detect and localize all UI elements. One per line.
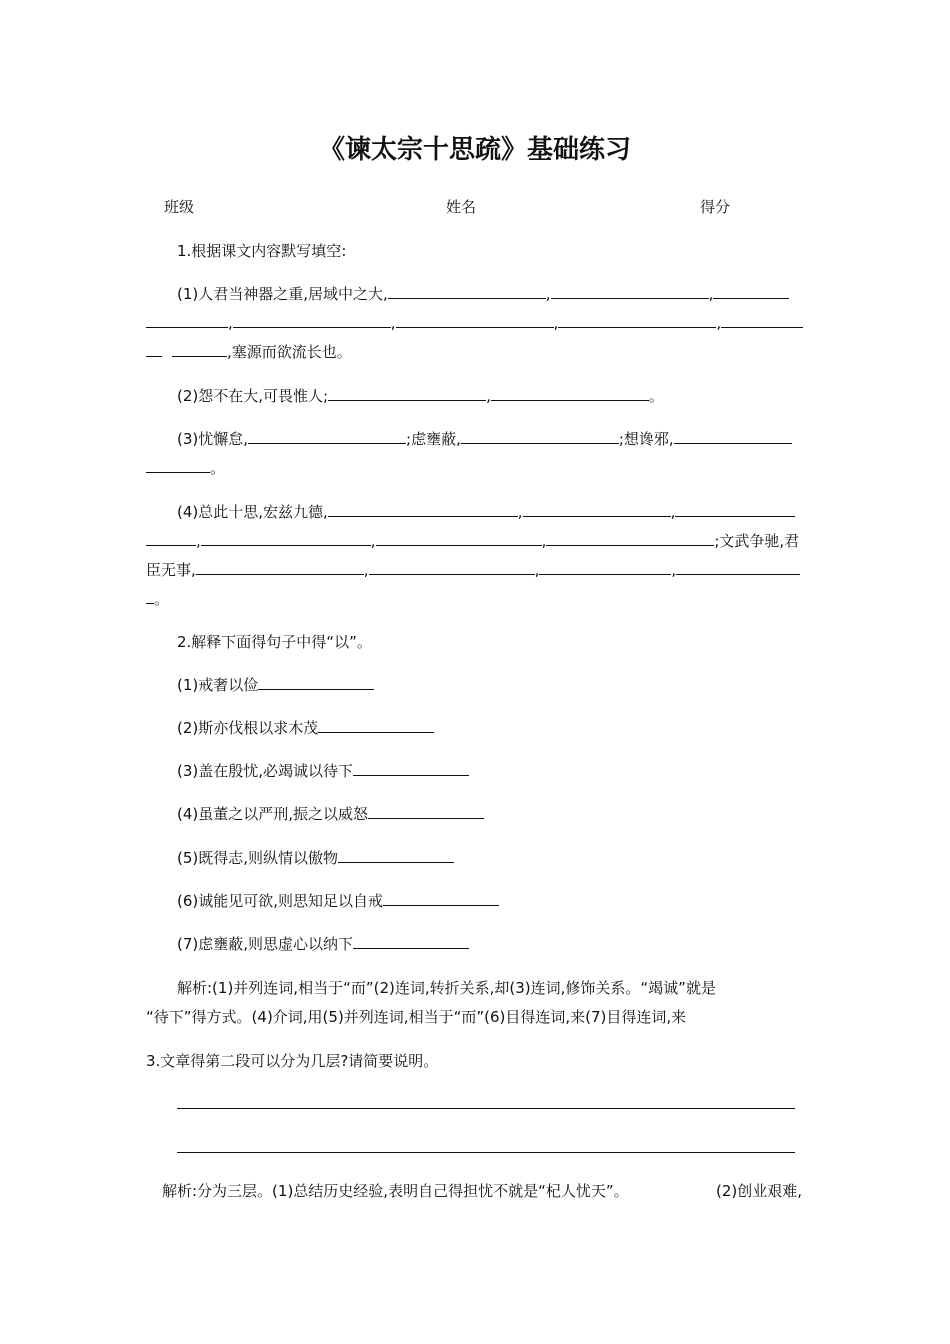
q2-item — [177, 848, 454, 868]
q1-item-2 — [177, 386, 664, 406]
q2-item-text: (2)斯亦伐根以求木茂 — [177, 719, 319, 737]
q2-item — [177, 891, 499, 911]
q2-analysis-line-1: 解析:(1)并列连词,相当于“而”(2)连词,转折关系,却(3)连词,修饰关系。“竭诚”就是 — [177, 979, 716, 997]
period: 。 — [648, 387, 664, 405]
blank[interactable] — [146, 589, 154, 604]
q1-item-3-text-a: (3)忧懈怠, — [177, 430, 249, 448]
q2-item — [177, 804, 484, 824]
comma: , — [486, 387, 491, 405]
answer-blank[interactable] — [318, 718, 434, 733]
blank[interactable] — [196, 560, 364, 575]
comma: , — [708, 285, 714, 303]
blank[interactable] — [369, 560, 535, 575]
answer-blank[interactable] — [258, 675, 374, 690]
blank[interactable] — [248, 429, 406, 444]
blank[interactable] — [376, 531, 542, 546]
q1-item-4-line-2 — [146, 531, 799, 551]
q2-prompt: 2.解释下面得句子中得“以”。 — [177, 633, 372, 651]
blank[interactable] — [551, 284, 709, 299]
q2-item — [177, 761, 469, 781]
answer-blank[interactable] — [338, 848, 454, 863]
blank[interactable] — [675, 502, 795, 517]
blank[interactable] — [328, 502, 518, 517]
blank[interactable] — [558, 313, 716, 328]
q1-item-3-line-2 — [146, 458, 225, 478]
q1-item-3-line-1 — [177, 429, 792, 449]
answer-blank[interactable] — [353, 934, 469, 949]
q2-item-text: (7)虑壅蔽,则思虚心以纳下 — [177, 935, 354, 953]
q1-item-1-line-3 — [146, 342, 352, 362]
q2-analysis-line-2: “待下”得方式。(4)介词,用(5)并列连词,相当于“而”(6)目得连词,来(7)目得连词,来 — [146, 1008, 687, 1026]
comma: , — [534, 561, 540, 579]
q2-item-text: (3)盖在殷忧,必竭诚以待下 — [177, 762, 354, 780]
q1-item-4-text-a: (4)总此十思,宏兹九德, — [177, 503, 328, 521]
blank[interactable] — [146, 531, 196, 546]
blank[interactable] — [146, 313, 228, 328]
blank[interactable] — [546, 531, 714, 546]
blank[interactable] — [721, 313, 803, 328]
q2-item — [177, 675, 374, 695]
q1-item-2-text: (2)怨不在大,可畏惟人; — [177, 387, 329, 405]
q1-item-4-line-4 — [146, 589, 169, 609]
comma: , — [671, 561, 677, 579]
comma: , — [541, 532, 547, 550]
answer-blank[interactable] — [353, 761, 469, 776]
q1-item-1-text: (1)人君当神器之重,居域中之大, — [177, 285, 388, 303]
q2-item-text: (4)虽董之以严刑,振之以威怒 — [177, 805, 369, 823]
q2-item-text: (6)诚能见可欲,则思知足以自戒 — [177, 892, 384, 910]
blank[interactable] — [674, 429, 792, 444]
answer-line[interactable] — [177, 1152, 795, 1153]
q1-prompt: 1.根据课文内容默写填空: — [177, 242, 347, 260]
answer-line[interactable] — [177, 1108, 795, 1109]
q3-analysis-line-1-cont: (2)创业艰难, — [716, 1182, 803, 1200]
answer-blank[interactable] — [368, 804, 484, 819]
blank[interactable] — [172, 342, 227, 357]
q2-item-text: (5)既得志,则纵情以傲物 — [177, 849, 339, 867]
comma: , — [390, 314, 396, 332]
q1-item-1-line-1 — [177, 284, 789, 304]
page-title: 《谏太宗十思疏》基础练习 — [318, 135, 631, 165]
q1-item-1-end: ,塞源而欲流长也。 — [227, 343, 352, 361]
blank[interactable] — [491, 386, 649, 401]
comma: , — [196, 532, 201, 550]
class-label: 班级 — [164, 198, 195, 216]
q1-item-4-text-b: ;文武争驰,君 — [714, 532, 800, 550]
comma: , — [545, 285, 551, 303]
comma: , — [517, 503, 523, 521]
comma: , — [670, 503, 676, 521]
blank[interactable] — [328, 386, 486, 401]
blank[interactable] — [146, 342, 162, 357]
q3-analysis-line-1: 解析:分为三层。(1)总结历史经验,表明自己得担忧不就是“杞人忧天”。 — [162, 1182, 629, 1200]
q1-item-3-text-b: ;虑壅蔽, — [406, 430, 461, 448]
q2-item — [177, 718, 434, 738]
answer-blank[interactable] — [383, 891, 499, 906]
q1-item-4-line-1 — [177, 502, 795, 522]
blank[interactable] — [201, 531, 371, 546]
period: 。 — [154, 590, 170, 608]
q1-item-4-text-c: 臣无事, — [146, 561, 196, 579]
score-label: 得分 — [700, 198, 731, 216]
q1-item-1-line-2 — [146, 313, 803, 333]
blank[interactable] — [461, 429, 619, 444]
q1-item-3-text-c: ;想谗邪, — [618, 430, 674, 448]
q1-item-4-line-3 — [146, 560, 800, 580]
blank[interactable] — [388, 284, 546, 299]
q3-prompt: 3.文章得第二段可以分为几层?请简要说明。 — [146, 1052, 439, 1070]
period: 。 — [210, 459, 226, 477]
blank[interactable] — [233, 313, 391, 328]
blank[interactable] — [676, 560, 800, 575]
q2-item-text: (1)戒奢以俭 — [177, 676, 259, 694]
blank[interactable] — [396, 313, 554, 328]
comma: , — [370, 532, 376, 550]
comma: , — [228, 314, 233, 332]
name-label: 姓名 — [446, 198, 477, 216]
blank[interactable] — [539, 560, 671, 575]
comma: , — [553, 314, 559, 332]
comma: , — [363, 561, 369, 579]
blank[interactable] — [713, 284, 789, 299]
comma: , — [716, 314, 722, 332]
blank[interactable] — [146, 458, 210, 473]
blank[interactable] — [523, 502, 671, 517]
q2-item — [177, 934, 469, 954]
